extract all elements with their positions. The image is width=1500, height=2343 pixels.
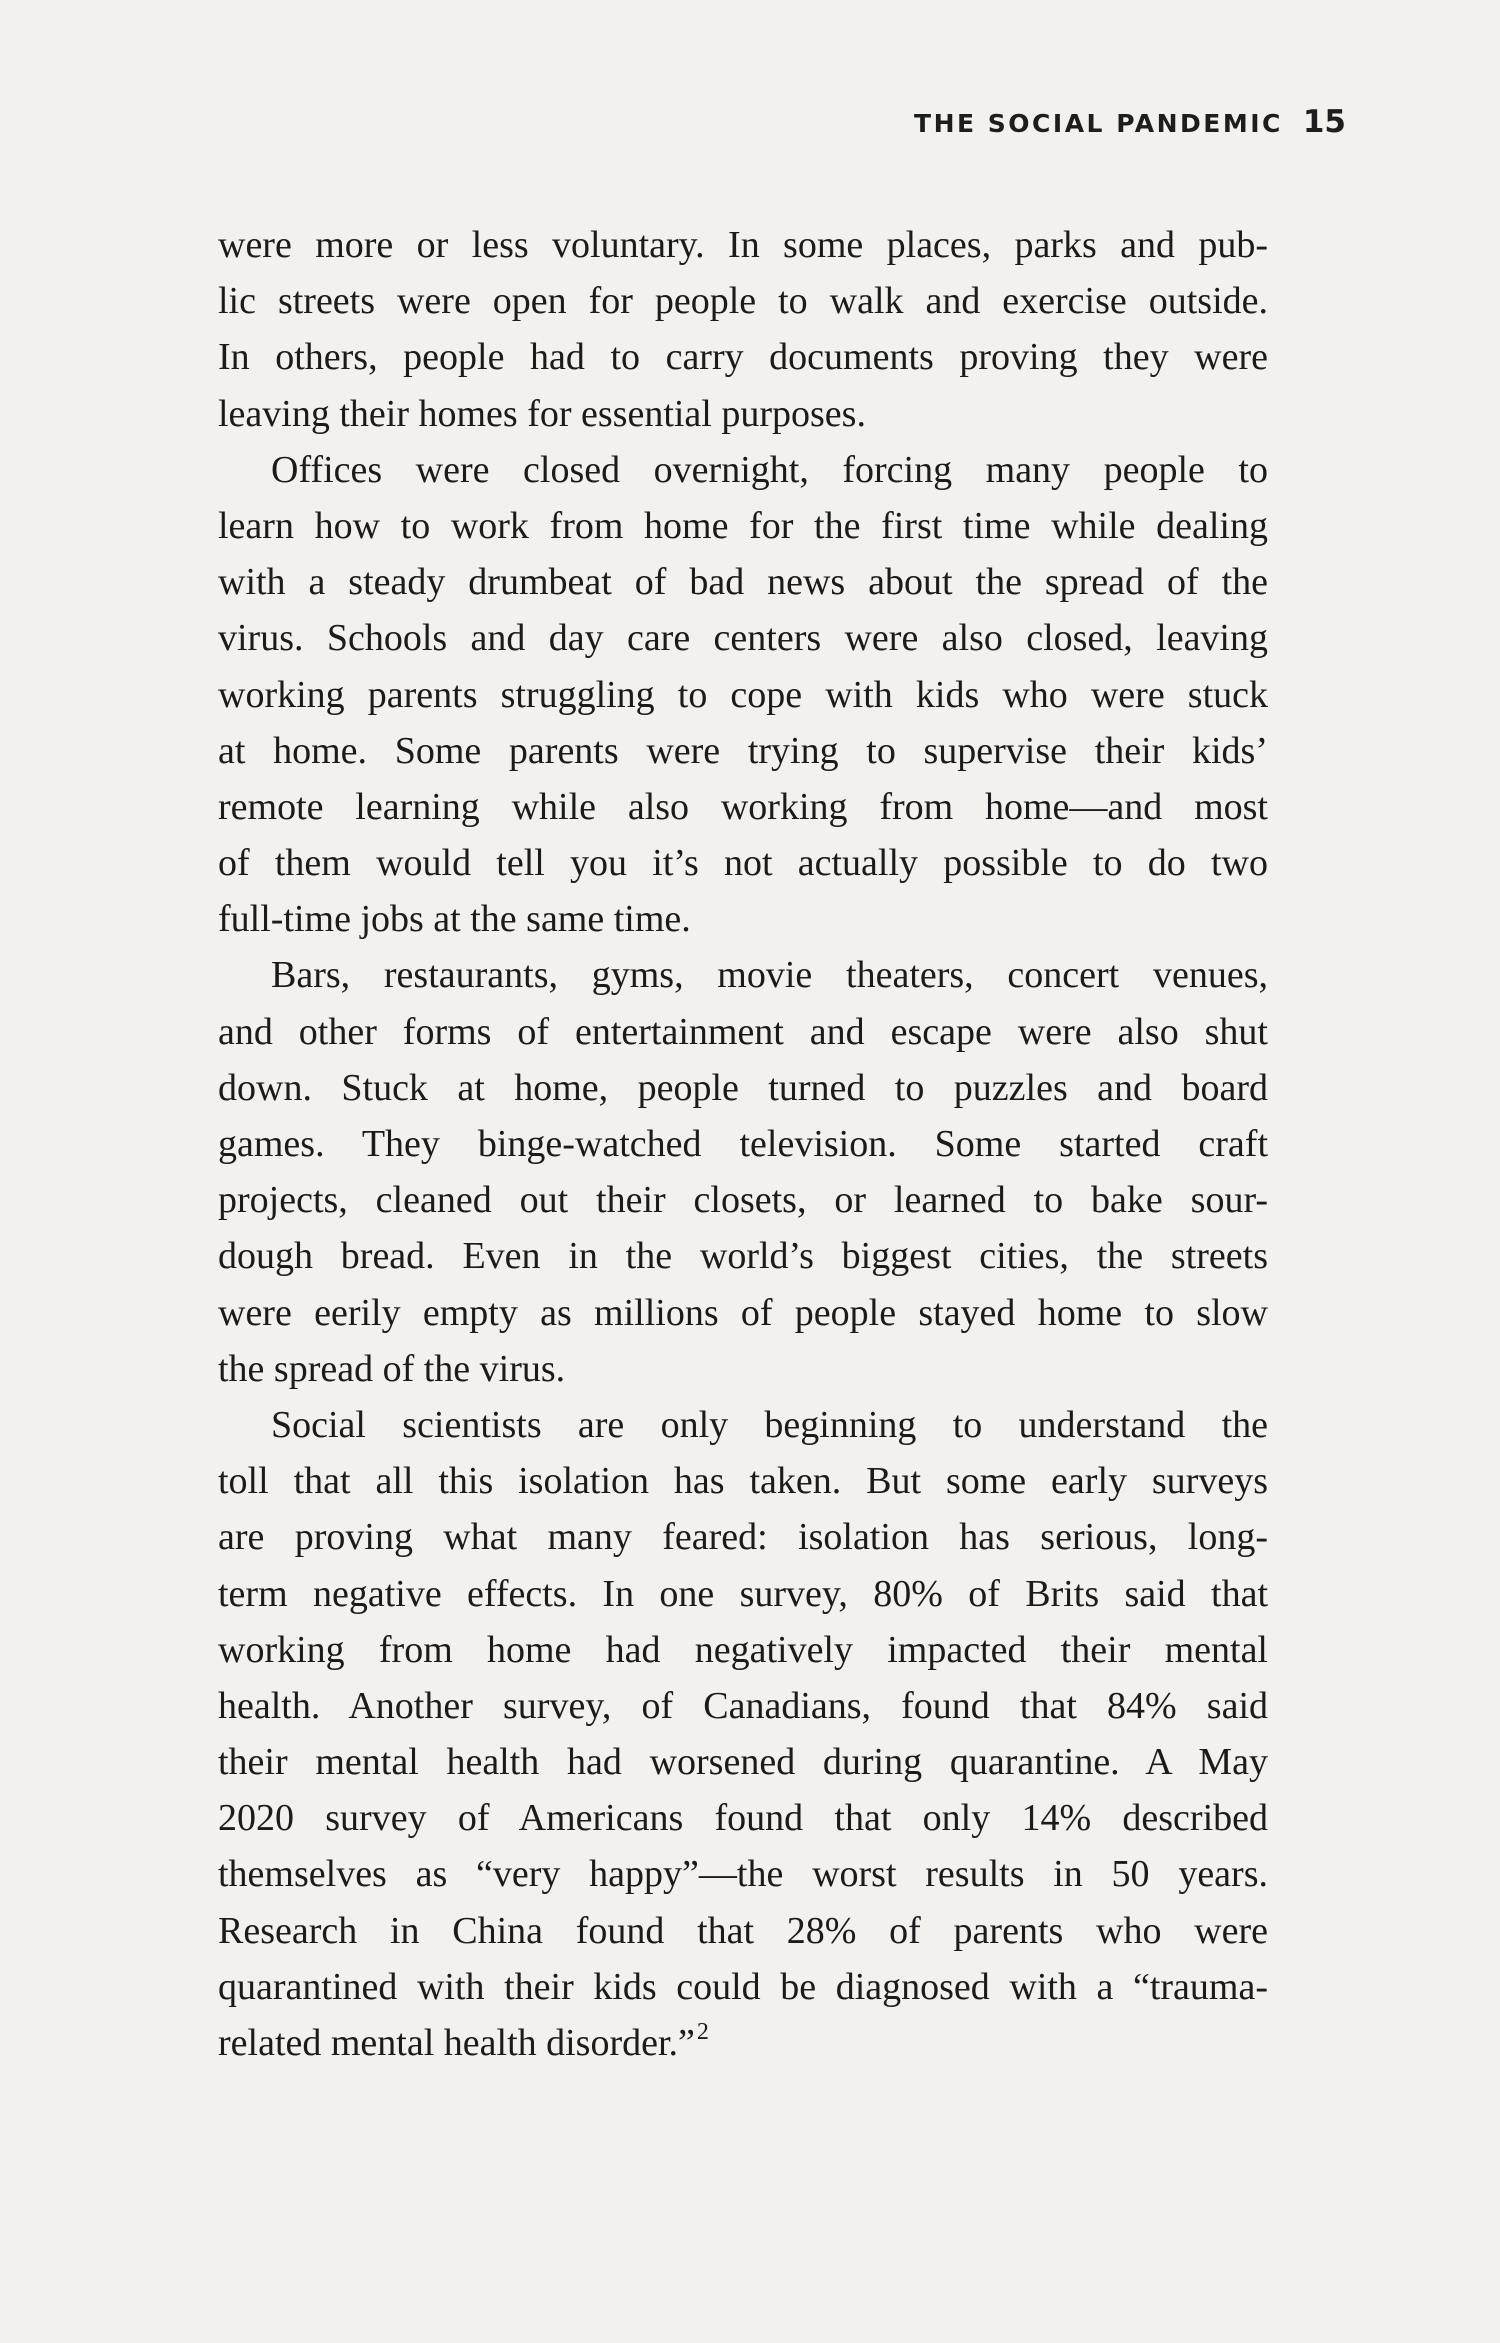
line-text: were more or less voluntary. In some places, parks and pub- [218, 224, 1268, 266]
line-text: virus. Schools and day care centers were also closed, leaving [218, 617, 1268, 660]
paragraph [218, 947, 1268, 1397]
body-text [218, 217, 1268, 2071]
footnote-marker: 2 [696, 2019, 709, 2045]
text-line [218, 273, 1268, 329]
line-text: down. Stuck at home, people turned to puzzles and board [218, 1066, 1268, 1109]
text-line [218, 1790, 1268, 1846]
text-line [218, 1453, 1268, 1509]
line-text: Offices were closed overnight, forcing many people to [271, 448, 1268, 491]
page-number: 15 [1302, 104, 1346, 140]
line-text: working from home had negatively impacted their mental [218, 1628, 1268, 1671]
line-text: full-time jobs at the same time. [218, 898, 691, 941]
text-line [218, 1959, 1268, 2015]
text-line [218, 779, 1268, 835]
text-line [218, 1172, 1268, 1228]
text-line [218, 386, 1268, 442]
text-line [218, 835, 1268, 891]
text-line [218, 610, 1268, 666]
text-line [218, 1341, 1268, 1397]
line-text: dough bread. Even in the world’s biggest cities, the streets [218, 1235, 1268, 1278]
line-text: 2020 survey of Americans found that only 14% described [218, 1797, 1268, 1840]
line-text: at home. Some parents were trying to supervise their kids’ [218, 729, 1268, 772]
text-line [218, 1397, 1268, 1453]
line-text: leaving their homes for essential purposes. [218, 392, 866, 435]
line-text: with a steady drumbeat of bad news about the spread of the [218, 561, 1268, 604]
line-text: were eerily empty as millions of people stayed home to slow [218, 1291, 1268, 1334]
line-text: lic streets were open for people to walk and exercise outside. [218, 280, 1268, 323]
text-line [218, 1846, 1268, 1902]
line-text: Social scientists are only beginning to understand the [271, 1403, 1268, 1446]
text-line [218, 1116, 1268, 1172]
text-line [218, 1004, 1268, 1060]
text-line [218, 1285, 1268, 1341]
text-line [218, 442, 1268, 498]
paragraph [218, 1397, 1268, 2071]
line-text: term negative effects. In one survey, 80% of Brits said that [218, 1572, 1268, 1615]
line-text: Bars, restaurants, gyms, movie theaters, concert venues, [271, 954, 1268, 997]
line-text: of them would tell you it’s not actually possible to do two [218, 842, 1268, 885]
text-line [218, 329, 1268, 385]
line-text: their mental health had worsened during quarantine. A May [218, 1741, 1268, 1784]
running-head [914, 104, 1346, 140]
line-text: games. They binge-watched television. Some started craft [218, 1123, 1268, 1165]
text-line [218, 217, 1268, 273]
line-text: themselves as “very happy”—the worst results in 50 years. [218, 1853, 1268, 1896]
line-text: In others, people had to carry documents proving they were [218, 336, 1268, 379]
text-line [218, 1566, 1268, 1622]
paragraph [218, 217, 1268, 442]
text-line [218, 2015, 1268, 2071]
line-text: Research in China found that 28% of parents who were [218, 1909, 1268, 1952]
line-text: quarantined with their kids could be diagnosed with a “trauma- [218, 1965, 1268, 2008]
text-line [218, 723, 1268, 779]
text-line [218, 947, 1268, 1003]
line-text: learn how to work from home for the first time while dealing [218, 504, 1268, 547]
line-text: are proving what many feared: isolation has serious, long- [218, 1516, 1268, 1559]
text-line [218, 1903, 1268, 1959]
paragraph [218, 442, 1268, 948]
line-text: working parents struggling to cope with kids who were stuck [218, 673, 1268, 716]
text-line [218, 1734, 1268, 1790]
line-text: projects, cleaned out their closets, or learned to bake sour- [218, 1179, 1268, 1222]
text-line [218, 1509, 1268, 1565]
line-text: health. Another survey, of Canadians, found that 84% said [218, 1684, 1268, 1727]
text-line [218, 1678, 1268, 1734]
text-line [218, 891, 1268, 947]
line-text: related mental health disorder.” [218, 2022, 695, 2064]
line-text: toll that all this isolation has taken. But some early surveys [218, 1460, 1268, 1503]
text-line [218, 667, 1268, 723]
line-text: and other forms of entertainment and escape were also shut [218, 1010, 1268, 1053]
text-line [218, 1228, 1268, 1284]
line-text: the spread of the virus. [218, 1347, 566, 1390]
text-line [218, 1060, 1268, 1116]
running-title: THE SOCIAL PANDEMIC [914, 109, 1283, 138]
line-text: remote learning while also working from home—and most [218, 785, 1268, 828]
text-line [218, 554, 1268, 610]
text-line [218, 1622, 1268, 1678]
text-line [218, 498, 1268, 554]
